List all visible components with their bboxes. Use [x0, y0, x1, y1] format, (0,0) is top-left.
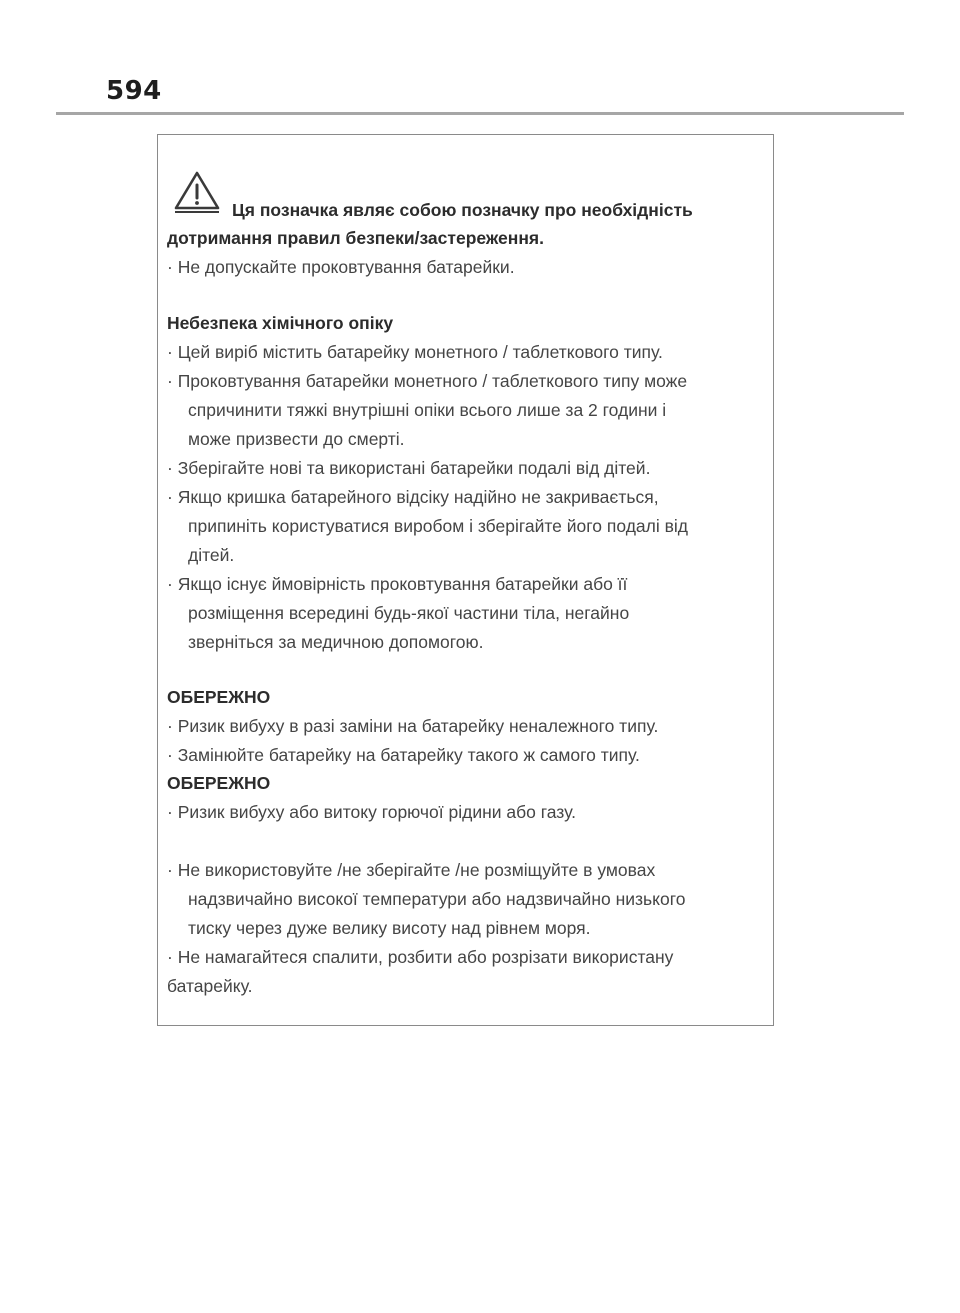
caution-2-bullet-2-line-2: надзвичайно високої температури або надзвичайно низького [188, 889, 686, 909]
caution-2-bullet-2-line-1: · Не використовуйте /не зберігайте /не розміщуйте в умовах [167, 860, 656, 880]
chemical-burn-heading: Небезпека хімічного опіку [167, 313, 394, 333]
caution-2-bullet-3-line-1: · Не намагайтеся спалити, розбити або розрізати використану [167, 947, 674, 967]
caution-2-bullet-1: · Ризик вибуху або витоку горючої рідини або газу. [167, 802, 576, 822]
notice-intro-bullet: · Не допускайте проковтування батарейки. [167, 257, 515, 277]
caution-2-bullet-2-line-3: тиску через дуже велику висоту над рівнем моря. [188, 918, 591, 938]
caution-heading-2: ОБЕРЕЖНО [167, 773, 271, 793]
chemical-burn-bullet-2-line-1: · Проковтування батарейки монетного / таблеткового типу може [167, 371, 688, 391]
caution-1-bullet-2: · Замінюйте батарейку на батарейку такого ж самого типу. [167, 745, 640, 765]
chemical-burn-bullet-1: · Цей виріб містить батарейку монетного / таблеткового типу. [167, 342, 663, 362]
header-divider [56, 112, 904, 115]
caution-1-bullet-1: · Ризик вибуху в разі заміни на батарейку неналежного типу. [167, 716, 659, 736]
chemical-burn-bullet-3: · Зберігайте нові та використані батарейки подалі від дітей. [167, 458, 651, 478]
chemical-burn-bullet-2-line-3: може призвести до смерті. [188, 429, 405, 449]
chemical-burn-bullet-2-line-2: спричинити тяжкі внутрішні опіки всього лише за 2 години і [188, 400, 667, 420]
chemical-burn-bullet-5-line-3: зверніться за медичною допомогою. [188, 632, 484, 652]
page-number: 594 [106, 76, 162, 106]
notice-intro-line-1: Ця позначка являє собою позначку про необхідність [232, 200, 693, 220]
chemical-burn-bullet-5-line-1: · Якщо існує ймовірність проковтування батарейки або її [167, 574, 628, 594]
caution-heading-1: ОБЕРЕЖНО [167, 687, 271, 707]
caution-2-bullet-3-line-2: батарейку. [167, 976, 253, 996]
chemical-burn-bullet-4-line-3: дітей. [188, 545, 235, 565]
chemical-burn-bullet-4-line-1: · Якщо кришка батарейного відсіку надійно не закривається, [167, 487, 659, 507]
chemical-burn-bullet-5-line-2: розміщення всередині будь-якої частини тіла, негайно [188, 603, 630, 623]
chemical-burn-bullet-4-line-2: припиніть користуватися виробом і зберігайте його подалі від [188, 516, 689, 536]
notice-intro-line-2: дотримання правил безпеки/застереження. [167, 228, 545, 248]
warning-triangle-icon [173, 170, 221, 214]
